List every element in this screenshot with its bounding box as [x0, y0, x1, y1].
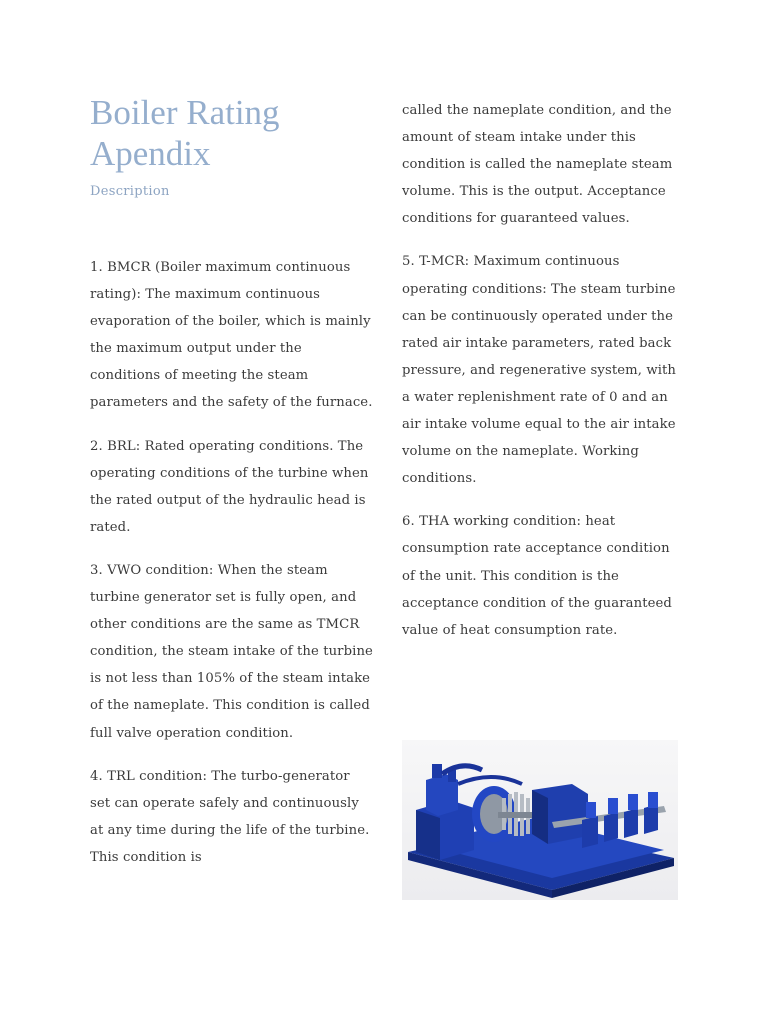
right-column	[402, 97, 684, 660]
title-line-2: Apendix	[90, 134, 211, 173]
paragraph-trl-continued: called the nameplate condition, and the amount of steam intake under this condition is called the nameplate steam volume. This is the output. Acceptance conditions for guaranteed values.	[402, 103, 673, 227]
paragraph-brl: 2. BRL: Rated operating conditions. The operating conditions of the turbine when the rated output of the hydraulic head is rated.	[90, 438, 369, 535]
paragraph-bmcr: 1. BMCR (Boiler maximum continuous rating): The maximum continuous evaporation of the boiler, which is mainly the maximum output under the conditions of meeting the steam parameters and the safety of the furnace.	[90, 260, 373, 411]
section-subtitle: Description	[90, 184, 170, 199]
paragraph-tmcr: 5. T-MCR: Maximum continuous operating conditions: The steam turbine can be continuously operated under the rated air intake parameters, rated back pressure, and regenerative system, with a water replenishment rate of 0 and an air intake volume equal to the air intake volume on the nameplate. Working conditions.	[402, 254, 677, 487]
left-column	[90, 254, 374, 887]
page-title	[90, 92, 370, 174]
paragraph-trl: 4. TRL condition: The turbo-generator set can operate safely and continuously at any time during the life of the turbine. This condition is	[90, 768, 370, 865]
turbine-image	[402, 740, 678, 900]
title-line-1: Boiler Rating	[90, 93, 280, 132]
steam-turbine-illustration	[402, 740, 678, 900]
paragraph-tha: 6. THA working condition: heat consumption rate acceptance condition of the unit. This condition is the acceptance condition of the guaranteed value of heat consumption rate.	[402, 514, 672, 638]
paragraph-vwo: 3. VWO condition: When the steam turbine generator set is fully open, and other conditions are the same as TMCR condition, the steam intake of the turbine is not less than 105% of the steam intake of the nameplate. This condition is called full valve operation condition.	[90, 562, 373, 741]
